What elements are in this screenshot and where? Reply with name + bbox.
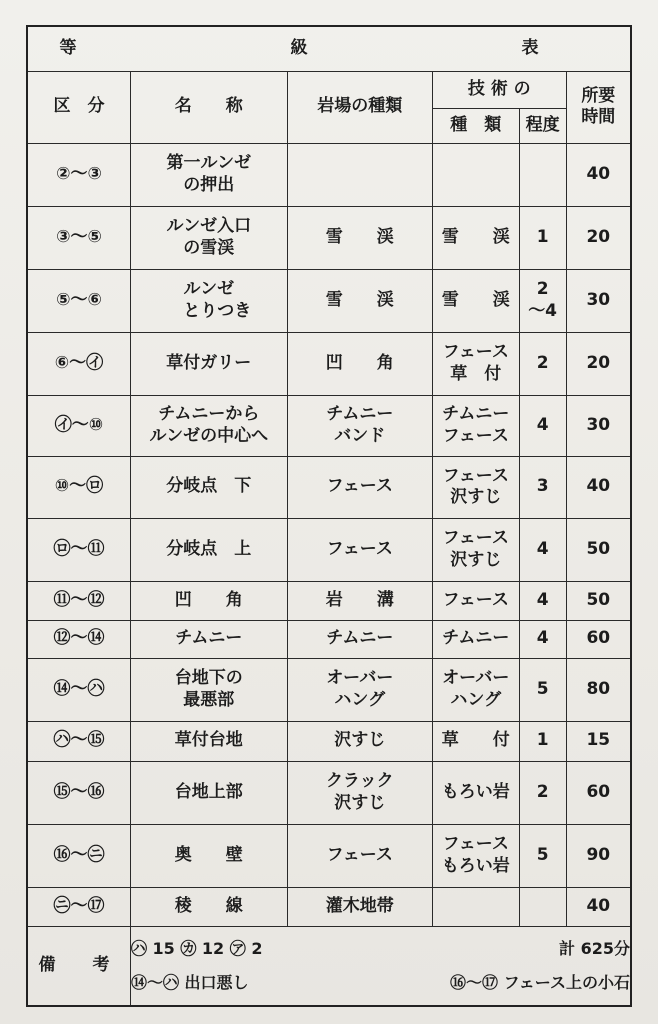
row-tech-kind-text: 草 付 [441, 730, 510, 751]
row-name [130, 456, 287, 518]
row-tech-degree [519, 143, 566, 206]
header-name: 名 称 [130, 71, 287, 143]
row-rock-type [287, 206, 432, 269]
row-time [566, 269, 631, 332]
row-section-text: ⑩～㋺ [54, 476, 104, 497]
row-tech-degree-text: 4 [536, 538, 549, 559]
row-time-text: 40 [586, 163, 611, 184]
row-rock-type [287, 824, 432, 887]
row-section [27, 143, 130, 206]
row-rock-type [287, 658, 432, 721]
header-tech-degree: 程度 [519, 108, 566, 143]
row-rock-type-text: フェース [326, 538, 393, 559]
row-rock-type-text: フェース [326, 844, 393, 865]
notes-line-2 [131, 966, 630, 1000]
table-row [27, 887, 631, 926]
row-rock-type-text: クラック 沢すじ [325, 771, 394, 813]
row-tech-degree-text: 5 [536, 678, 549, 699]
notes-line-2-left: ⑭～㋩ 出口悪し [130, 972, 249, 992]
row-section-text: ⑮～⑯ [53, 781, 105, 802]
row-tech-kind-text: 雪 渓 [441, 226, 510, 247]
row-section-text: ⑯～㋥ [53, 844, 105, 865]
row-time-text: 60 [586, 628, 611, 649]
row-name [130, 581, 287, 620]
header-time: 所要 時間 [566, 71, 631, 143]
row-time-text: 50 [586, 589, 611, 610]
row-tech-kind [432, 518, 519, 581]
row-tech-degree [519, 269, 566, 332]
row-tech-degree-text: 2 ～4 [528, 279, 558, 321]
row-tech-degree [519, 518, 566, 581]
row-tech-degree [519, 761, 566, 824]
row-tech-degree-text: 1 [536, 226, 549, 247]
row-tech-kind [432, 143, 519, 206]
row-tech-degree [519, 332, 566, 395]
row-section [27, 620, 130, 658]
row-name-text: チムニー [175, 628, 243, 649]
row-section [27, 269, 130, 332]
row-tech-degree [519, 456, 566, 518]
row-name-text: ルンゼ入口 の雪渓 [166, 216, 252, 258]
row-section-text: ㋩～⑮ [53, 730, 105, 751]
table-row [27, 581, 631, 620]
row-time [566, 824, 631, 887]
row-section-text: ⑪～⑫ [53, 589, 105, 610]
row-rock-type-text: 沢すじ [334, 730, 386, 751]
row-name [130, 658, 287, 721]
table-row [27, 456, 631, 518]
row-time [566, 518, 631, 581]
row-time-text: 80 [586, 678, 611, 699]
row-rock-type [287, 143, 432, 206]
row-tech-kind-text: フェース 沢すじ [442, 528, 509, 570]
row-rock-type [287, 721, 432, 761]
row-time [566, 456, 631, 518]
row-tech-kind [432, 456, 519, 518]
row-section [27, 761, 130, 824]
row-rock-type [287, 620, 432, 658]
row-rock-type-text: オーバー ハング [326, 668, 394, 710]
notes-label: 備 考 [27, 926, 130, 1006]
table-row [27, 395, 631, 456]
row-name-text: 台地上部 [174, 781, 243, 802]
row-tech-kind [432, 395, 519, 456]
row-tech-degree-text: 5 [536, 844, 549, 865]
row-name [130, 269, 287, 332]
row-tech-kind [432, 206, 519, 269]
row-name [130, 887, 287, 926]
row-tech-kind [432, 658, 519, 721]
row-rock-type [287, 456, 432, 518]
row-name [130, 332, 287, 395]
table-body [27, 143, 631, 926]
row-section-text: ㋥～⑰ [53, 895, 105, 916]
row-tech-kind-text: チムニー フェース [442, 404, 510, 446]
row-tech-degree-text: 3 [536, 476, 549, 497]
row-name-text: 台地下の 最悪部 [174, 668, 243, 710]
table-row [27, 206, 631, 269]
row-name-text: ルンゼ とりつき [183, 279, 252, 321]
row-rock-type-text: チムニー [326, 628, 394, 649]
table-title: 等 級 表 [27, 26, 631, 71]
row-tech-kind-text: フェース [442, 589, 509, 610]
notes-line-1 [131, 932, 630, 966]
row-tech-degree-text: 4 [536, 589, 549, 610]
header-tech-kind: 種 類 [432, 108, 519, 143]
row-time-text: 15 [586, 730, 611, 751]
row-rock-type-text: 凹 角 [325, 352, 394, 373]
row-tech-kind-text: フェース もろい岩 [441, 834, 510, 876]
row-name-text: 第一ルンゼ の押出 [166, 153, 252, 195]
row-tech-degree-text: 2 [536, 781, 549, 802]
table-row [27, 269, 631, 332]
row-tech-kind [432, 887, 519, 926]
row-name [130, 761, 287, 824]
row-tech-kind [432, 581, 519, 620]
row-tech-kind-text: フェース 草 付 [442, 342, 509, 384]
row-tech-kind-text: チムニー [442, 628, 510, 649]
row-section-text: ⑫～⑭ [53, 628, 105, 649]
row-name [130, 143, 287, 206]
row-name-text: チムニーから ルンゼの中心へ [149, 404, 269, 446]
table-row [27, 143, 631, 206]
header-rock-type: 岩場の種類 [287, 71, 432, 143]
row-tech-degree [519, 395, 566, 456]
row-time-text: 40 [586, 895, 611, 916]
row-tech-kind [432, 761, 519, 824]
row-tech-kind [432, 620, 519, 658]
row-tech-degree [519, 824, 566, 887]
row-tech-kind [432, 824, 519, 887]
row-section [27, 887, 130, 926]
row-name-text: 奥 壁 [174, 844, 243, 865]
row-name [130, 620, 287, 658]
row-tech-degree-text: 4 [536, 628, 549, 649]
row-section [27, 456, 130, 518]
row-name [130, 206, 287, 269]
row-section [27, 824, 130, 887]
row-time [566, 581, 631, 620]
row-section [27, 581, 130, 620]
row-time [566, 332, 631, 395]
row-rock-type [287, 887, 432, 926]
row-section-text: ②～③ [56, 163, 102, 184]
row-tech-degree [519, 658, 566, 721]
row-section [27, 721, 130, 761]
row-rock-type-text: 雪 渓 [325, 226, 394, 247]
row-section-text: ⑥～㋑ [54, 352, 104, 373]
table-row [27, 332, 631, 395]
row-time [566, 658, 631, 721]
row-time-text: 40 [586, 476, 611, 497]
row-rock-type-text: チムニー バンド [326, 404, 394, 446]
row-tech-degree-text: 4 [536, 414, 549, 435]
row-section-text: ⑤～⑥ [56, 289, 102, 310]
row-name-text: 草付ガリー [166, 352, 252, 373]
row-name [130, 721, 287, 761]
notes-line-2-right: ⑯～⑰ フェース上の小石 [450, 972, 630, 992]
row-section [27, 332, 130, 395]
row-tech-kind [432, 332, 519, 395]
row-name [130, 518, 287, 581]
row-tech-degree [519, 206, 566, 269]
header-technique: 技 術 の [432, 71, 566, 108]
table-row [27, 658, 631, 721]
row-time [566, 395, 631, 456]
row-name-text: 分岐点 上 [166, 538, 252, 559]
row-time [566, 620, 631, 658]
row-section [27, 206, 130, 269]
row-name-text: 分岐点 下 [166, 476, 252, 497]
row-time-text: 90 [586, 844, 611, 865]
row-tech-degree [519, 887, 566, 926]
row-rock-type-text: フェース [326, 476, 393, 497]
row-section [27, 658, 130, 721]
row-time-text: 20 [586, 352, 611, 373]
grade-table [26, 25, 632, 1007]
row-rock-type [287, 581, 432, 620]
notes-cell [130, 926, 631, 1006]
row-time-text: 50 [586, 538, 611, 559]
row-tech-kind [432, 269, 519, 332]
row-name [130, 395, 287, 456]
row-name-text: 凹 角 [174, 589, 243, 610]
table-row [27, 518, 631, 581]
row-time-text: 20 [586, 226, 611, 247]
row-name [130, 824, 287, 887]
row-section-text: ㋺～⑪ [53, 538, 105, 559]
row-rock-type-text: 灌木地帯 [325, 895, 394, 916]
row-time-text: 30 [586, 289, 611, 310]
table-row [27, 824, 631, 887]
row-tech-kind-text: もろい岩 [441, 781, 510, 802]
row-tech-degree-text: 1 [536, 730, 549, 751]
table-row [27, 761, 631, 824]
row-tech-degree [519, 581, 566, 620]
row-time-text: 60 [586, 781, 611, 802]
row-rock-type [287, 269, 432, 332]
table-row [27, 721, 631, 761]
row-tech-kind-text: 雪 渓 [441, 289, 510, 310]
header-section: 区 分 [27, 71, 130, 143]
row-time [566, 206, 631, 269]
row-section [27, 395, 130, 456]
row-rock-type-text: 雪 渓 [325, 289, 394, 310]
row-time-text: 30 [586, 414, 611, 435]
row-name-text: 稜 線 [174, 895, 243, 916]
row-section [27, 518, 130, 581]
row-rock-type [287, 395, 432, 456]
row-rock-type [287, 518, 432, 581]
row-tech-degree-text: 2 [536, 352, 549, 373]
row-tech-degree [519, 620, 566, 658]
notes-line-1-left: ㋩ 15 ㋕ 12 ㋐ 2 [130, 938, 263, 958]
notes-total: 計 625分 [559, 938, 630, 958]
row-time [566, 761, 631, 824]
row-section-text: ③～⑤ [56, 226, 102, 247]
row-time [566, 143, 631, 206]
row-rock-type [287, 761, 432, 824]
row-name-text: 草付台地 [174, 730, 243, 751]
row-rock-type [287, 332, 432, 395]
row-tech-degree [519, 721, 566, 761]
row-section-text: ⑭～㋩ [53, 678, 105, 699]
row-tech-kind [432, 721, 519, 761]
row-rock-type-text: 岩 溝 [325, 589, 394, 610]
row-section-text: ㋑～⑩ [54, 414, 104, 435]
table-row [27, 620, 631, 658]
row-tech-kind-text: フェース 沢すじ [442, 465, 509, 507]
row-time [566, 721, 631, 761]
row-time [566, 887, 631, 926]
row-tech-kind-text: オーバー ハング [442, 668, 510, 710]
